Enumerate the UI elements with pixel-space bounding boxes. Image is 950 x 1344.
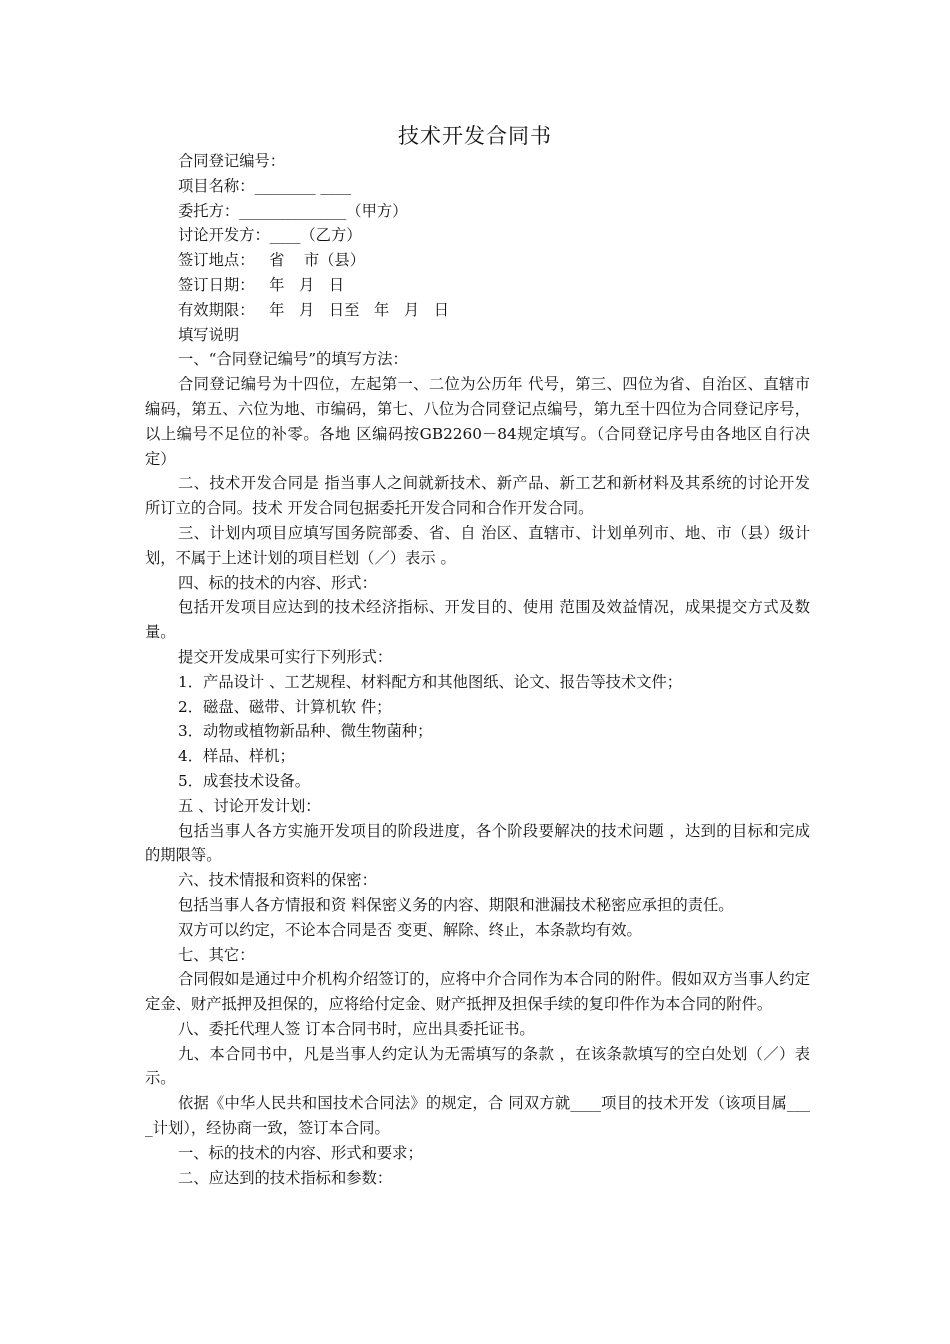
document-title: 技术开发合同书	[398, 124, 552, 148]
paragraph: 五 、讨论开发计划：	[178, 796, 321, 815]
paragraph: 二、应达到的技术指标和参数：	[178, 1168, 393, 1187]
paragraph: 讨论开发方：____（乙方）	[178, 226, 362, 245]
paragraph: 3．动物或植物新品种、微生物菌种；	[178, 722, 433, 741]
paragraph: 九、本合同书中，凡是当事人约定认为无需填写的条款 ，在该条款填写的空白处划（／）表示。	[145, 1044, 810, 1088]
paragraph: 包括当事人各方情报和资 料保密义务的内容、期限和泄漏技术秘密应承担的责任。	[178, 895, 734, 914]
paragraph: 签订日期： 年 月 日	[178, 275, 345, 294]
document-body	[145, 149, 810, 1190]
paragraph: 1．产品设计 、工艺规程、材料配方和其他图纸、论文、报告等技术文件；	[178, 672, 683, 691]
paragraph: 八、委托代理人签 订本合同书时，应出具委托证书。	[178, 1019, 535, 1038]
paragraph: 签订地点： 省 市（县）	[178, 251, 366, 270]
paragraph: 合同假如是通过中介机构介绍签订的，应将中介合同作为本合同的附件。假如双方当事人约定定金、财产抵押及担保的，应将给付定金、财产抵押及担保手续的复印件作为本合同的附件。	[145, 970, 810, 1014]
paragraph: 5．成套技术设备。	[178, 771, 311, 790]
paragraph: 项目名称：________ ____	[178, 176, 352, 195]
paragraph: 委托方：______________（甲方）	[178, 201, 408, 220]
paragraph: 依据《中华人民共和国技术合同法》的规定，合 同双方就____项目的技术开发（该项目属____计划），经协商一致，签订本合同。	[145, 1094, 810, 1138]
paragraph: 填写说明	[178, 325, 240, 344]
paragraph: 一、标的技术的内容、形式和要求；	[178, 1143, 423, 1162]
paragraph: 四、标的技术的内容、形式：	[178, 573, 377, 592]
paragraph: 双方可以约定，不论本合同是否 变更、解除、终止，本条款均有效。	[178, 920, 642, 939]
paragraph: 六、技术情报和资料的保密：	[178, 871, 377, 890]
paragraph: 2．磁盘、磁带、计算机软 件；	[178, 697, 392, 716]
paragraph: 二、技术开发合同是 指当事人之间就新技术、新产品、新工艺和新材料及其系统的讨论开发所订立的合同。技术 开发合同包据委托开发合同和合作开发合同。	[145, 474, 810, 518]
paragraph: 七、其它：	[178, 945, 255, 964]
paragraph: 三、计划内项目应填写国务院部委、省、自 治区、直辖市、计划单列市、地、市（县）级计划，不属于上述计划的项目栏划（／）表示 。	[145, 523, 810, 567]
paragraph: 提交开发成果可实行下列形式：	[178, 647, 393, 666]
paragraph: 一、“合同登记编号”的填写方法：	[178, 350, 408, 369]
paragraph: 合同登记编号：	[178, 152, 286, 170]
paragraph: 有效期限： 年 月 日至 年 月 日	[178, 300, 450, 319]
paragraph: 合同登记编号为十四位，左起第一、二位为公历年 代号，第三、四位为省、自治区、直辖市编码，第五、六位为地、市编码，第七、八位为合同登记点编号，第九至十四位为合同登记序号，以上编号不足位的补零。各地 区编码按GB2260－84规定填写。（合同登记序号由各地区自行决定）	[145, 375, 810, 468]
paragraph: 包括当事人各方实施开发项目的阶段进度，各个阶段要解决的技术问题 ，达到的目标和完成的期限等。	[145, 821, 810, 865]
paragraph: 4．样品、样机；	[178, 747, 295, 766]
paragraph: 包括开发项目应达到的技术经济指标、开发目的、使用 范围及效益情况，成果提交方式及数量。	[145, 598, 810, 642]
